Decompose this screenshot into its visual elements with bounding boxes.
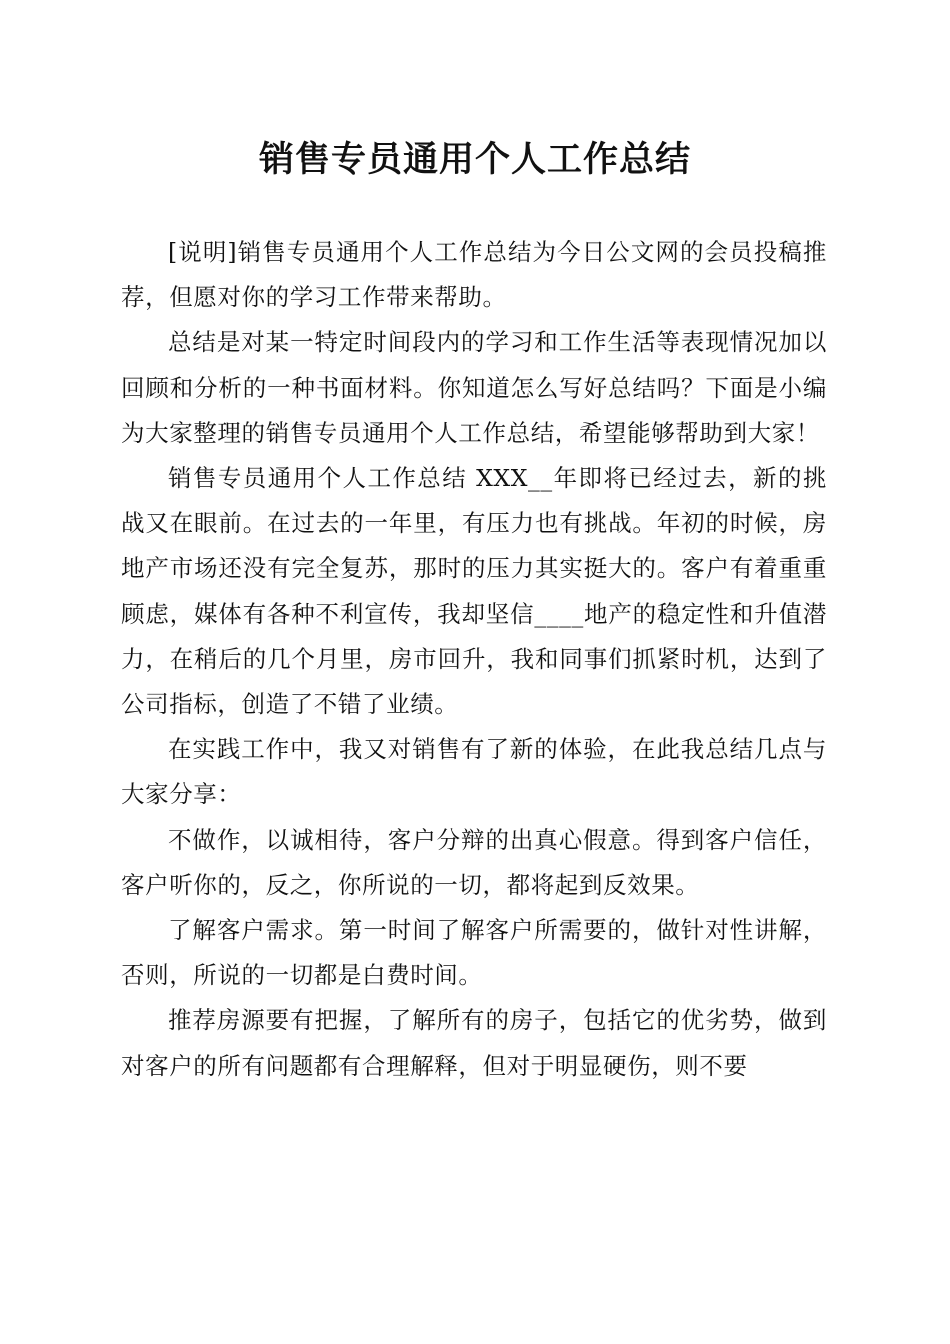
paragraph: 销售专员通用个人工作总结 XXX__年即将已经过去，新的挑战又在眼前。在过去的一年里，有压力也有挑战。年初的时候，房地产市场还没有完全复苏，那时的压力其实挺大的。客户有着重重顾虑，媒体有各种不利宣传，我却坚信____地产的稳定性和升值潜力，在稍后的几个月里，房市回升，我和同事们抓紧时机，达到了公司指标，创造了不错了业绩。	[121, 464, 827, 719]
paragraph: 总结是对某一特定时间段内的学习和工作生活等表现情况加以回顾和分析的一种书面材料。你知道怎么写好总结吗？下面是小编为大家整理的销售专员通用个人工作总结，希望能够帮助到大家！	[121, 328, 827, 447]
paragraph: 不做作，以诚相待，客户分辩的出真心假意。得到客户信任，客户听你的，反之，你所说的一切，都将起到反效果。	[121, 825, 827, 899]
paragraph: 了解客户需求。第一时间了解客户所需要的，做针对性讲解，否则，所说的一切都是白费时间。	[121, 916, 827, 990]
document-body	[121, 230, 827, 1089]
paragraph: 在实践工作中，我又对销售有了新的体验，在此我总结几点与大家分享：	[121, 735, 827, 809]
document-title: 销售专员通用个人工作总结	[258, 139, 691, 180]
paragraph: [说明]销售专员通用个人工作总结为今日公文网的会员投稿推荐，但愿对你的学习工作带来帮助。	[121, 238, 827, 312]
paragraph: 推荐房源要有把握，了解所有的房子，包括它的优劣势，做到对客户的所有问题都有合理解释，但对于明显硬伤，则不要	[121, 1006, 827, 1080]
